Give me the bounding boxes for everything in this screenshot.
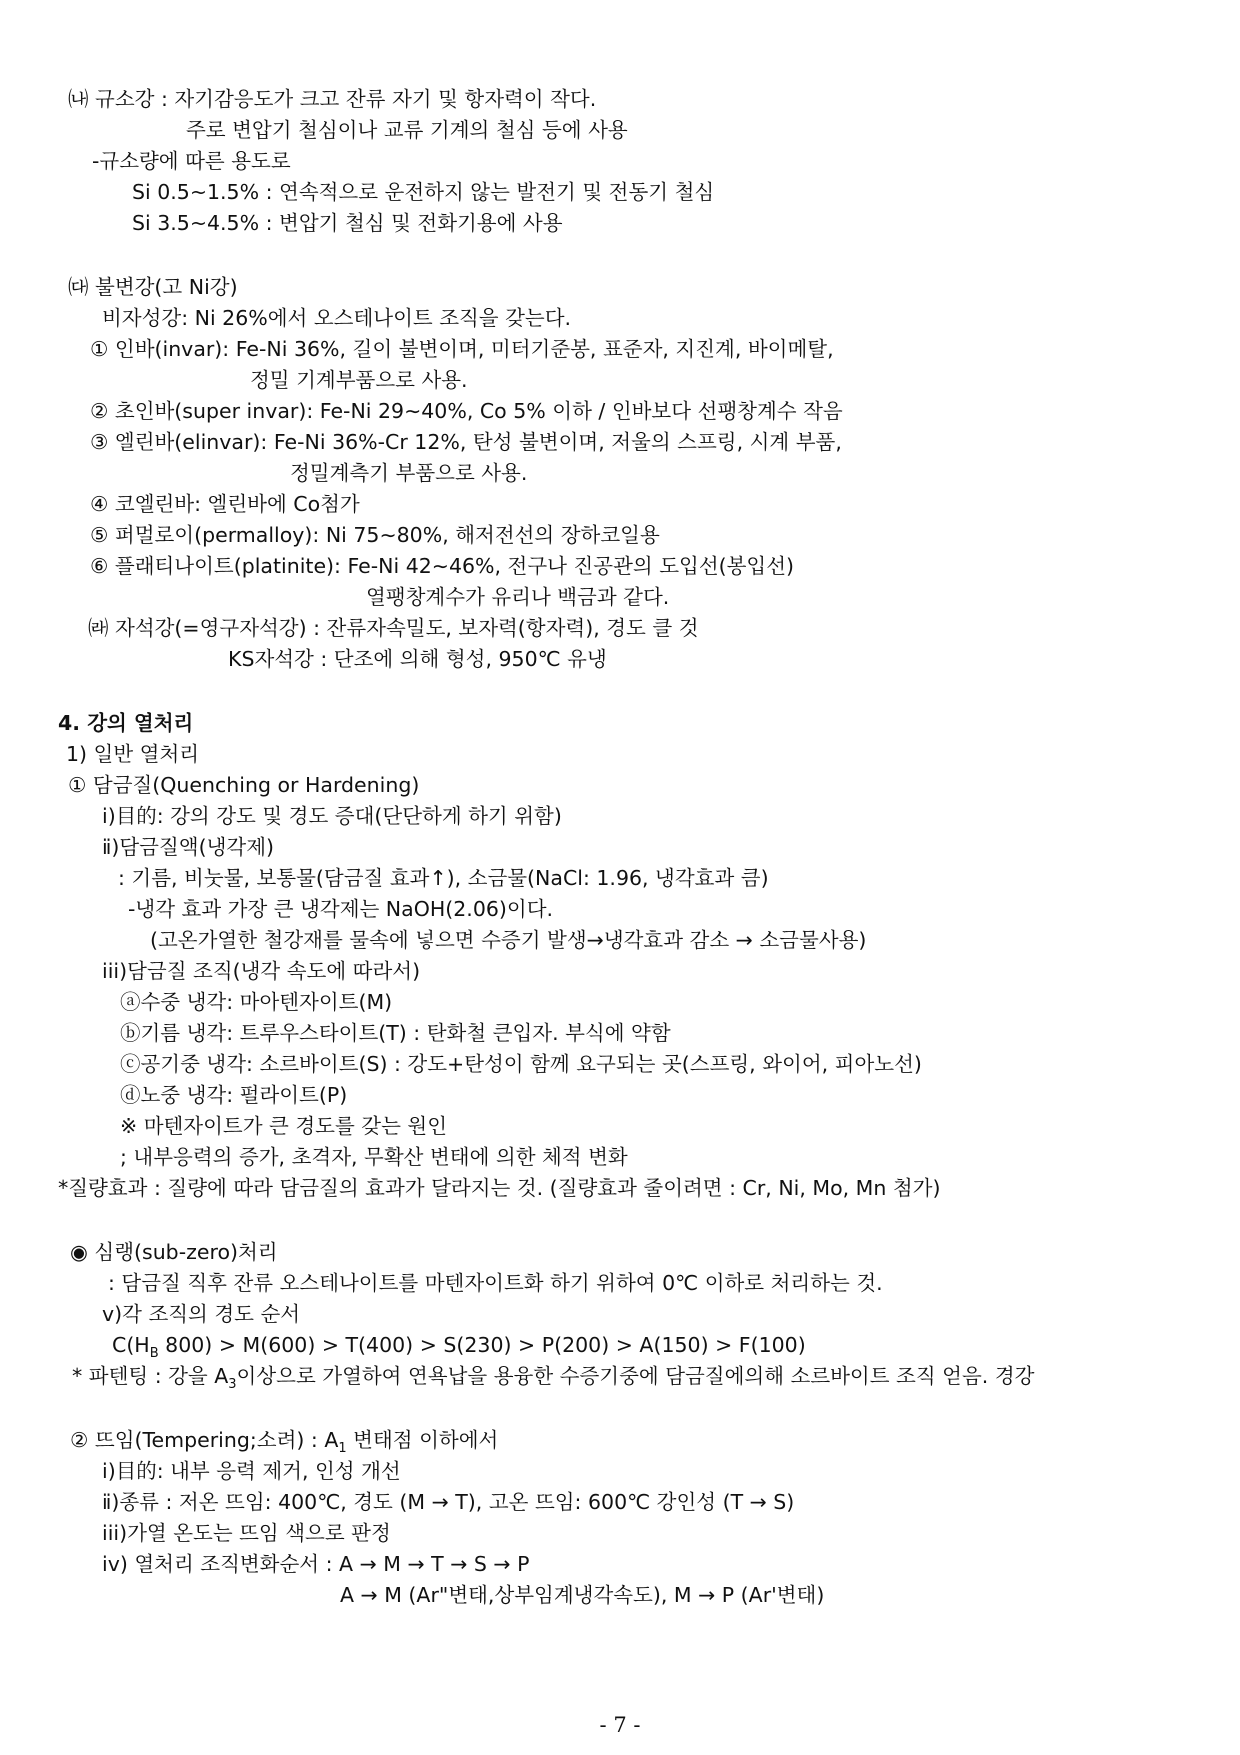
text-line-main: ⅰ)目的: 내부 응력 제거, 인성 개선	[102, 1459, 401, 1483]
text-line	[90, 429, 842, 455]
text-line-main: 4. 강의 열처리	[58, 711, 194, 735]
text-line-main: ⓑ기름 냉각: 트루우스타이트(T) : 탄화철 큰입자. 부식에 약함	[120, 1021, 671, 1045]
text-line	[90, 336, 834, 362]
text-line-main: iii)담금질 조직(냉각 속도에 따라서)	[102, 959, 421, 983]
text-line-main: ⓐ수중 냉각: 마아텐자이트(M)	[120, 990, 393, 1014]
text-line-main: ⓒ공기중 냉각: 소르바이트(S) : 강도+탄성이 함께 요구되는 곳(스프링, 와이어, 피아노선)	[120, 1052, 922, 1076]
text-line-main: C(H	[112, 1333, 150, 1357]
text-line-rest: 800) > M(600) > T(400) > S(230) > P(200) > A(150) > F(100)	[158, 1333, 806, 1357]
text-line	[102, 1520, 391, 1546]
text-line-main: ⅱ)담금질액(냉각제)	[102, 835, 274, 859]
text-line-rest: 이상으로 가열하여 연욕납을 용융한 수증기중에 담금질에의해 소르바이트 조직 얻음. 경강	[236, 1364, 1035, 1388]
text-line	[250, 367, 468, 393]
text-line	[72, 1363, 1034, 1398]
page-number: - 7 -	[599, 1713, 641, 1737]
text-line	[132, 210, 563, 236]
text-line	[108, 1270, 883, 1296]
text-line-main: ※ 마텐자이트가 큰 경도를 갖는 원인	[120, 1114, 447, 1138]
text-line-main: (고온가열한 철강재를 물속에 넣으면 수증기 발생→냉각효과 감소 → 소금물사용)	[150, 928, 867, 952]
text-line-main: ㈏ 규소강 : 자기감응도가 크고 잔류 자기 및 항자력이 작다.	[68, 87, 597, 111]
text-line-main: Si 0.5~1.5% : 연속적으로 운전하지 않는 발전기 및 전동기 철심	[132, 180, 715, 204]
subscript: 1	[338, 1441, 347, 1457]
text-line	[102, 1551, 529, 1577]
text-line	[102, 1458, 401, 1484]
text-line	[92, 148, 291, 174]
text-line-main: Si 3.5~4.5% : 변압기 철심 및 전화기용에 사용	[132, 211, 563, 235]
text-line-main: 열팽창계수가 유리나 백금과 같다.	[366, 585, 670, 609]
text-line	[102, 305, 571, 331]
text-line	[90, 522, 660, 548]
text-line	[128, 896, 553, 922]
text-line	[112, 1332, 806, 1367]
text-line-main: ② 뜨임(Tempering;소려) : A	[70, 1428, 339, 1452]
text-line-main: 주로 변압기 철심이나 교류 기계의 철심 등에 사용	[186, 118, 628, 142]
text-line-main: ⑤ 퍼멀로이(permalloy): Ni 75∼80%, 해저전선의 장하코일용	[90, 523, 660, 547]
text-line-main: KS자석강 : 단조에 의해 형성, 950℃ 유냉	[228, 647, 607, 671]
text-line	[90, 398, 843, 424]
text-line-main: ③ 엘린바(elinvar): Fe-Ni 36%-Cr 12%, 탄성 불변이며, 저울의 스프링, 시계 부품,	[90, 430, 842, 454]
text-line	[102, 834, 274, 860]
subscript: B	[149, 1346, 159, 1362]
text-line-main: : 기름, 비눗물, 보통물(담금질 효과↑), 소금물(NaCl: 1.96, 냉각효과 큼)	[118, 866, 769, 890]
text-line	[120, 1051, 922, 1077]
text-line-main: *질량효과 : 질량에 따라 담금질의 효과가 달라지는 것. (질량효과 줄이려면 : Cr, Ni, Mo, Mn 첨가)	[58, 1176, 941, 1200]
text-line-main: -냉각 효과 가장 큰 냉각제는 NaOH(2.06)이다.	[128, 897, 554, 921]
text-line-main: ④ 코엘린바: 엘린바에 Co첨가	[90, 492, 360, 516]
text-line	[132, 179, 714, 205]
text-line	[228, 646, 607, 672]
text-line-main: ② 초인바(super invar): Fe-Ni 29∼40%, Co 5% 이하 / 인바보다 선팽창계수 작음	[90, 399, 843, 423]
text-line-main: ⅱ)종류 : 저온 뜨임: 400℃, 경도 (M → T), 고온 뜨임: 600℃ 강인성 (T → S)	[102, 1490, 795, 1514]
text-line	[66, 741, 199, 767]
text-line	[90, 553, 794, 579]
text-line-main: ; 내부응력의 증가, 초격자, 무확산 변태에 의한 체적 변화	[120, 1145, 628, 1169]
text-line	[102, 1301, 300, 1327]
text-line	[186, 117, 628, 143]
text-line	[120, 1020, 671, 1046]
text-line	[290, 460, 527, 486]
text-line-main: ㈐ 불변강(고 Ni강)	[68, 275, 238, 299]
text-line	[102, 1489, 794, 1515]
text-line-main: 비자성강: Ni 26%에서 오스테나이트 조직을 갖는다.	[102, 306, 572, 330]
text-line-main: -규소량에 따른 용도로	[92, 149, 291, 173]
text-line	[340, 1582, 824, 1608]
text-line	[58, 710, 193, 736]
text-line	[102, 803, 562, 829]
text-line-main: ⅴ)각 조직의 경도 순서	[102, 1302, 301, 1326]
text-line-main: ⓓ노중 냉각: 펄라이트(P)	[120, 1083, 348, 1107]
text-line	[68, 86, 596, 112]
text-line-rest: 변태점 이하에서	[346, 1428, 499, 1452]
text-line-main: 1) 일반 열처리	[66, 742, 200, 766]
text-line-main: ⅰ)目的: 강의 강도 및 경도 증대(단단하게 하기 위함)	[102, 804, 562, 828]
text-line-main: ① 담금질(Quenching or Hardening)	[68, 773, 420, 797]
text-line-main: 정밀 기계부품으로 사용.	[250, 368, 468, 392]
text-line	[68, 772, 419, 798]
text-line	[366, 584, 669, 610]
text-line	[58, 1175, 940, 1201]
text-line-main: : 담금질 직후 잔류 오스테나이트를 마텐자이트화 하기 위하여 0℃ 이하로 처리하는 것.	[108, 1271, 883, 1295]
text-line	[68, 274, 238, 300]
text-line-main: iv) 열처리 조직변화순서 : A → M → T → S → P	[102, 1552, 530, 1576]
text-line-main: ◉ 심랭(sub-zero)처리	[70, 1240, 278, 1264]
text-line	[120, 1144, 628, 1170]
text-line	[70, 1239, 278, 1265]
text-line-main: ㈑ 자석강(=영구자석강) : 잔류자속밀도, 보자력(항자력), 경도 클 것	[88, 616, 699, 640]
text-line	[150, 927, 866, 953]
text-line	[118, 865, 769, 891]
text-line	[88, 615, 699, 641]
text-line	[70, 1427, 498, 1462]
text-line	[120, 1113, 447, 1139]
text-line-main: ⑥ 플래티나이트(platinite): Fe-Ni 42∼46%, 전구나 진공관의 도입선(봉입선)	[90, 554, 795, 578]
text-line-main: 정밀계측기 부품으로 사용.	[290, 461, 528, 485]
text-line-main: ① 인바(invar): Fe-Ni 36%, 길이 불변이며, 미터기준봉, 표준자, 지진계, 바이메탈,	[90, 337, 834, 361]
subscript: 3	[228, 1377, 237, 1393]
text-line	[120, 989, 392, 1015]
text-line-main: iii)가열 온도는 뜨임 색으로 판정	[102, 1521, 391, 1545]
text-line	[90, 491, 360, 517]
text-line-main: * 파텐팅 : 강을 A	[72, 1364, 229, 1388]
text-line	[120, 1082, 347, 1108]
text-line-main: A → M (Ar"변태,상부임계냉각속도), M → P (Ar'변태)	[340, 1583, 825, 1607]
text-line	[102, 958, 420, 984]
